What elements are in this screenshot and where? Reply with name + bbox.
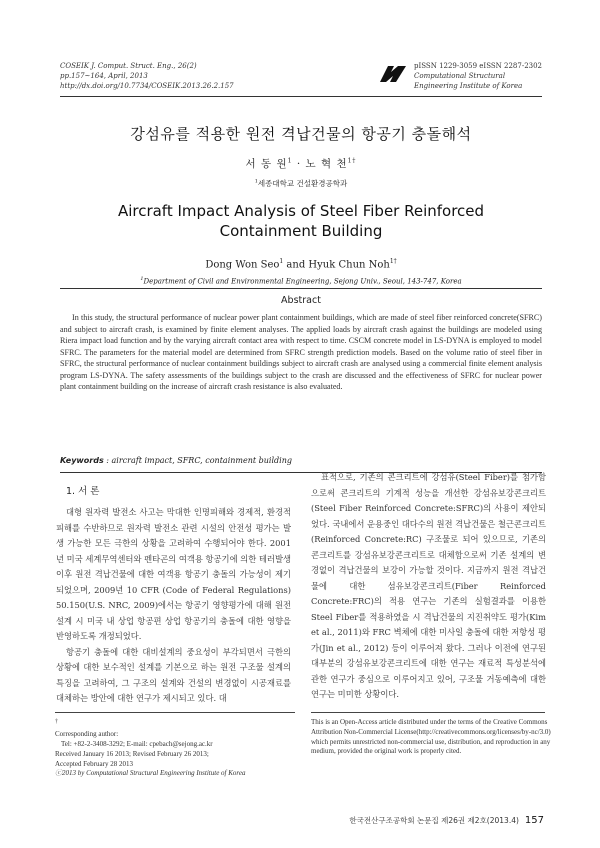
publisher-line: Computational Structural [414,72,506,80]
author-mark: 1 [287,157,293,165]
citation-line: COSEIK J. Comput. Struct. Eng., 26(2) [60,62,197,70]
footnote-rule-right [311,712,545,713]
page-number: 157 [524,815,544,826]
paper-title-english [60,201,542,241]
affiliation-mark: 1 [254,178,258,185]
received-line: Received January 16 2013; Revised February 26 2013; [55,749,209,758]
author-name: Dong Won Seo [205,259,280,271]
affiliation-text: Department of Civil and Environmental Engineering, Sejong Univ., Seoul, 143-747, Korea [143,277,462,286]
doi-link[interactable]: http://dx.doi.org/10.7734/COSEIK.2013.26.2.157 [60,82,234,90]
footnote-license: This is an Open-Access article distributed under the terms of the Creative Commons Attribution Non-Commercial License(http://creativecommons.org/licenses/by-nc/3.0) which permits unrestricted non-commercial use, distribution, and reproduction in any medium, provided the original work is properly cited. [311,718,551,756]
title-line: Containment Building [219,222,383,240]
footnote-corresponding [55,718,295,779]
keywords-text: : aircraft impact, SFRC, containment building [103,456,292,465]
title-line: Aircraft Impact Analysis of Steel Fiber Reinforced [117,202,485,220]
author-mark: 1† [347,157,357,165]
affiliation-korean [60,178,542,189]
affiliation-text: 세종대학교 건설환경공학과 [257,179,348,188]
page-footer [290,815,544,826]
paper-title-korean: 강섬유를 적용한 원전 격납건물의 항공기 충돌해석 [130,125,472,143]
authors-english [60,258,542,270]
copyright-line: ⓒ2013 by Computational Structural Engineering Institute of Korea [55,769,246,778]
author-separator: and [283,259,309,271]
author-name: 노 혁 천 [305,158,348,170]
contact-line[interactable]: Tel: +82-2-3408-3292; E-mail: cpebach@sejong.ac.kr [61,739,213,748]
keywords-line [60,456,542,465]
issn-block [414,61,542,91]
header-rule [60,96,542,97]
accepted-line: Accepted February 28 2013 [55,759,133,768]
authors-korean [60,156,542,171]
body-column-left [56,505,291,707]
author-separator: · [292,158,306,170]
issn-line: pISSN 1229-3059 eISSN 2287-2302 [414,62,543,70]
author-mark: 1 [279,258,284,265]
body-paragraph: 표적으로, 기존의 콘크리트에 강섬유(Steel Fiber)를 첨가함으로써 콘크리트의 기계적 성능을 개선한 강섬유보강콘크리트(Steel Fiber Reinforced Concrete:SFRC)의 사용이 제안되었다. 국내에서 운용중인 대다수의 원전 격납건물은 철근콘크리트(Reinforced Concrete:RC) 구조물로 되어 있으므로, 기존의 콘크리트를 강섬유보강콘크리트로 대체함으로써 기존 설계의 변경없이 격납건물의 보강이 가능할 것이다. 지금까지 원전 격납건물에 대한 섬유보강콘크리트(Fiber Reinforced Concrete:FRC)의 적용 연구는 기존의 실험결과를 이용한 Steel Fiber를 적용하였을 시 격납건물의 지진취약도 평가(Kim et al., 2011)와 FRC 벽체에 대한 미사일 충돌에 대한 저항성 평가(Jin et al., 2012) 등이 이루어져 왔다. 그러나 이전에 연구된 대부분의 강섬유보강콘크리트에 대한 연구는 재료적 특성분석에 관한 연구가 중심으로 이루어지고 있어, 구조물 거동예측에 대한 연구는 미미한 상황이다. [311,472,546,699]
abstract-top-rule [60,288,542,289]
body-paragraph: 대형 원자력 발전소 사고는 막대한 인명피해와 경제적, 환경적 피해를 수반하므로 원자력 발전소 관련 시설의 안전성 평가는 발생 가능한 모든 극한의 상황을 고려하여 수행되어야 한다. 2001년 미국 세계무역센터와 펜타곤의 여객용 항공기에 의한 테러발생 이후 원전 격납건물에 대한 여객용 항공기 충돌의 가능성이 제기되었으며, 2009년 10 CFR (Code of Federal Regulations) 50.150(U.S. NRC, 2009)에서는 항공기 영향평가에 대해 원전 설계 시 미국 내 상업 항공편 상업 항공기의 충돌에 대한 영향을 반영하도록 개정되었다. [56,507,291,641]
section-heading: 1. 서 론 [66,486,100,497]
corresponding-line [55,718,295,740]
author-mark: 1† [389,258,397,265]
corresponding-mark: † [55,719,58,725]
citation-line: pp.157~164, April, 2013 [60,72,148,80]
keywords-label: Keywords [60,456,104,465]
abstract-heading: Abstract [281,295,321,306]
body-paragraph: 항공기 충돌에 대한 대비설계의 중요성이 부각되면서 극한의 상황에 대한 보수적인 설계를 기본으로 하는 원전 구조물 설계의 특징을 고려하여, 그 구조의 설계와 건설의 변경없이 시공재료를 대체하는 방안에 대한 연구가 제시되고 있다. 대 [56,646,291,703]
journal-citation [60,61,234,91]
corresponding-label: Corresponding author: [55,730,119,739]
affiliation-mark: 1 [140,276,144,282]
footer-journal: 한국전산구조공학회 논문집 제26권 제2호(2013.4) [349,816,519,825]
author-name: Hyuk Chun Noh [308,259,390,271]
affiliation-english [60,276,542,285]
journal-logo-icon [378,62,408,84]
footnote-rule-left [55,712,295,713]
author-name: 서 동 원 [245,158,288,170]
publisher-line: Engineering Institute of Korea [414,82,523,90]
abstract-body: In this study, the structural performance of nuclear power plant containment buildings, which are made of steel fiber reinforced concrete(SFRC) and subject to aircraft crash, is examined by finite element analyses. The applied loads by aircraft crash against the buildings are modeled using Riera impact load function and by the varying aircraft contact area with respect to time. CSCM concrete model in LS-DYNA is employed to model SFRC. The parameters for the material model are determined from SFRC strength prediction models. Based on the volume ratio of steel fiber in SFRC, the structural performance of nuclear containment buildings subject to aircraft crash are analysed using a commercial finite element analysis program LS-DYNA. The safety assessments of the buildings subject to the crash are discussed and the effectiveness of SFRC for nuclear power plant containment building on the increase of aircraft crash resistance is also evaluated. [60,313,542,391]
body-column-right [311,470,546,703]
